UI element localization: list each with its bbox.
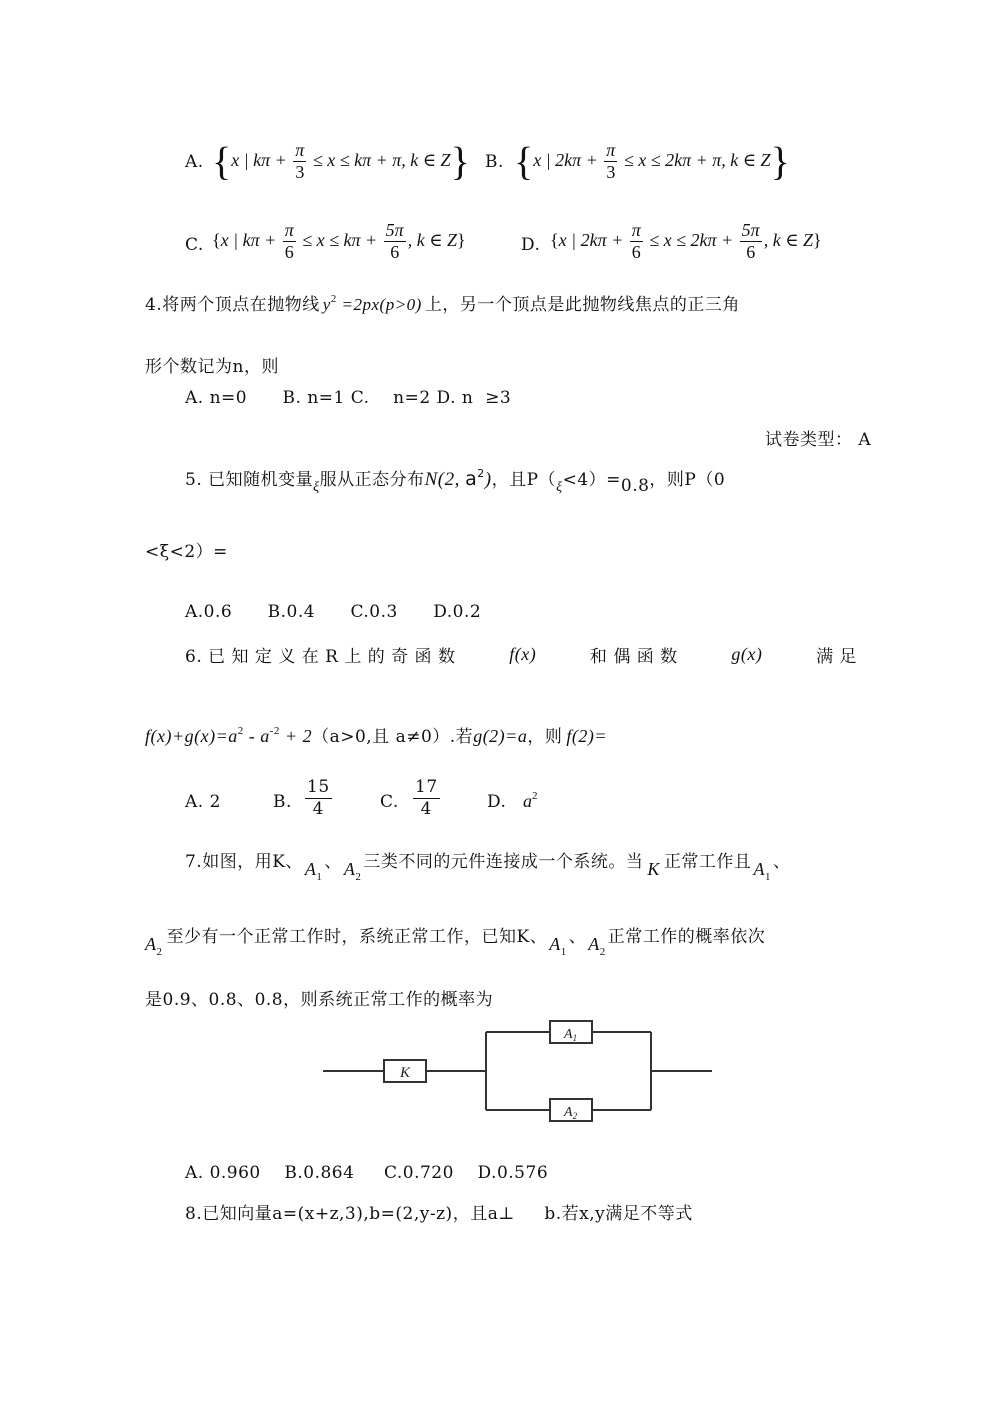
q5-normal-dist: N(2, $a^2$) xyxy=(424,467,492,490)
q6-stem: 6. 已 知 定 义 在 R 上 的 奇 函 数 xyxy=(185,647,456,667)
q4-stem-line2: 形个数记为n，则 xyxy=(145,357,279,377)
q3-option-c-formula: {x | kπ + $\frac{\pi}{6}$ ≤ x ≤ kπ + $\frac{5\pi}{6}$ , k ∈ Z} xyxy=(212,220,466,262)
q7-sep3: 、 xyxy=(568,927,587,947)
q6-end: 满 足 xyxy=(816,647,857,667)
q7-a1-c: $A_1$ xyxy=(549,934,567,958)
q6-option-c-num: 17 xyxy=(415,777,438,797)
q7-options: A. 0.960 B.0.864 C.0.720 D.0.576 xyxy=(185,1163,549,1183)
q7-line2-text: 至少有一个正常工作时，系统正常工作，已知K、 xyxy=(166,927,548,947)
q5-stem-mid2: ，且P（ xyxy=(491,470,557,490)
q7-a2: $A_2$ xyxy=(343,859,362,883)
q6-option-c-label: C. xyxy=(380,792,399,812)
q6-option-b-num: 15 xyxy=(307,777,330,797)
q6-fx: f(x) xyxy=(509,644,537,664)
q6-f2: f(2)= xyxy=(566,726,607,746)
q6-gx: g(x) xyxy=(731,644,763,664)
q6-mid: 和 偶 函 数 xyxy=(589,647,678,667)
q7-line2-end: 正常工作的概率依次 xyxy=(607,927,766,947)
q4-parabola-formula: $y^2 =2px(p>0)$ xyxy=(322,293,422,314)
q4-stem-start: 4.将两个顶点在抛物线 xyxy=(145,295,320,315)
q6-option-c-frac xyxy=(411,778,442,819)
q7-line1-b: 三类不同的元件连接成一个系统。当 xyxy=(363,852,644,872)
q3-option-a-label: A. xyxy=(185,152,204,172)
q6-cond: （a>0,且 a≠0）.若 xyxy=(312,727,474,747)
q5-xi: ξ xyxy=(313,480,320,495)
q7-line3: 是0.9、0.8、0.8，则系统正常工作的概率为 xyxy=(145,990,494,1010)
q5-line2: <ξ<2）= xyxy=(145,542,228,562)
q7-sep1: 、 xyxy=(324,852,342,872)
q3-option-b-label: B. xyxy=(485,152,504,172)
q3-option-d-label: D. xyxy=(521,235,541,255)
q3-option-d-formula: {x | 2kπ + $\frac{\pi}{6}$ ≤ x ≤ 2kπ + $\frac{5\pi}{6}$ , k ∈ Z} xyxy=(550,220,822,262)
q5-xi-2: ξ xyxy=(556,480,563,495)
q5-stem xyxy=(185,465,725,496)
q7-line1 xyxy=(185,847,790,883)
q5-stem-mid1: 服从正态分布 xyxy=(319,470,425,490)
q6-option-b-frac xyxy=(303,778,334,819)
q4-options: A. n=0 B. n=1 C. n=2 D. n ≥3 xyxy=(185,388,512,408)
q6-option-b-label: B. xyxy=(273,792,292,812)
circuit-diagram xyxy=(318,1010,718,1130)
q7-a2-c: $A_2$ xyxy=(588,934,606,958)
q6-then: ，则 xyxy=(527,727,563,747)
q7-a2-b: $A_2$ xyxy=(145,934,163,958)
q4-stem-end: 上，另一个顶点是此抛物线焦点的正三角 xyxy=(424,295,740,315)
q5-prob: 0.8 xyxy=(620,476,650,496)
q4-stem xyxy=(145,290,740,315)
q6-option-b-den: 4 xyxy=(312,798,324,819)
q6-option-d-label: D. xyxy=(487,792,507,812)
q5-stem-end: ，则P（0 xyxy=(649,470,726,490)
q6-equation-line xyxy=(145,722,607,747)
q7-a1: $A_1$ xyxy=(304,859,323,883)
a1-component-label: $A_1$ xyxy=(564,1027,578,1043)
q6-g2: g(2)=a xyxy=(473,726,528,746)
q7-line1-a: 7.如图，用K、 xyxy=(185,852,303,872)
exam-type: 试卷类型： A xyxy=(765,430,872,450)
q7-k: K xyxy=(647,859,660,879)
q7-sep2: 、 xyxy=(772,852,791,872)
a2-component-label: $A_2$ xyxy=(564,1105,578,1121)
q8-stem: 8.已知向量a=(x+z,3),b=(2,y-z)，且a⊥ b.若x,y满足不等式 xyxy=(185,1204,693,1224)
q6-option-c-den: 4 xyxy=(420,798,432,819)
q7-line1-c: 正常工作且 xyxy=(663,852,752,872)
q5-lt4: <4）= xyxy=(562,470,621,490)
q5-options: A.0.6 B.0.4 C.0.3 D.0.2 xyxy=(185,602,482,622)
q5-stem-start: 5. 已知随机变量 xyxy=(185,470,314,490)
q6-option-a: A. 2 xyxy=(185,792,221,812)
q7-a1-b: $A_1$ xyxy=(753,859,771,883)
k-component-label: K xyxy=(400,1065,411,1081)
q6-stem-line1 xyxy=(185,642,857,667)
q3-option-b-formula: {x | 2kπ + $\frac{\pi}{3}$ ≤ x ≤ 2kπ + π, k ∈ Z} xyxy=(514,138,790,184)
q6-option-d: $a^2$ xyxy=(523,790,538,811)
q3-option-a-formula: {x | kπ + $\frac{\pi}{3}$ ≤ x ≤ kπ + π, k ∈ Z} xyxy=(212,138,470,184)
q7-line2 xyxy=(145,922,765,958)
q6-equation: $f(x)+g(x)=a^2 - a^{-2} + 2$ xyxy=(145,725,313,746)
q3-option-c-label: C. xyxy=(185,235,204,255)
